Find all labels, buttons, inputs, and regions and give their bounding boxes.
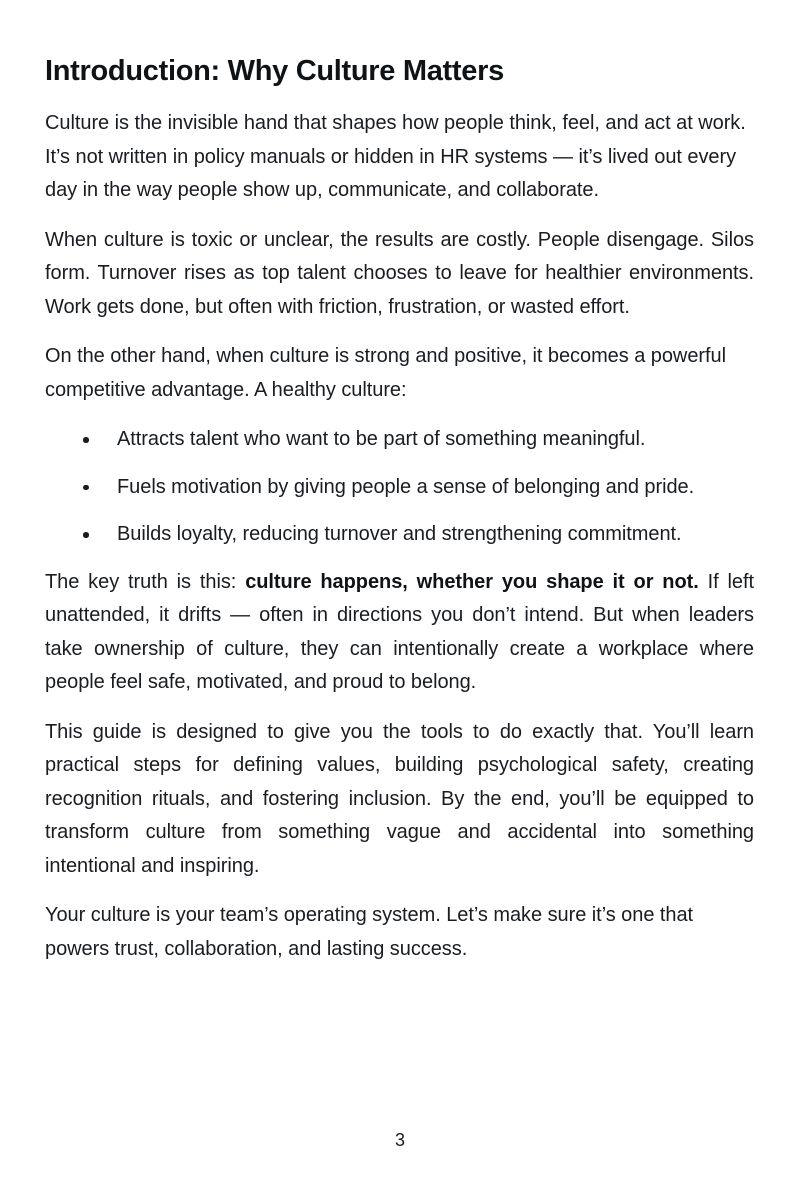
healthy-culture-benefits-list — [45, 423, 754, 552]
paragraph-intro-culture-definition: Culture is the invisible hand that shapes how people think, feel, and act at work. It’s not written in policy manuals or hidden in HR systems — it’s lived out every day in the way people show up, communicate, and collaborate. — [45, 112, 746, 201]
list-item-label: Builds loyalty, reducing turnover and strengthening commitment. — [117, 523, 682, 545]
list-item-label: Fuels motivation by giving people a sense of belonging and pride. — [117, 475, 695, 498]
paragraph-toxic-culture-costs: When culture is toxic or unclear, the results are costly. People disengage. Silos form. Turnover rises as top talent chooses to leave for healthier environments. Work gets done, but often with friction, frustration, or wasted effort. — [45, 228, 754, 318]
page-number: 3 — [394, 1130, 405, 1150]
key-truth-lead-text: The key truth is this: — [45, 570, 246, 593]
key-truth-emphasis: culture happens, whether you shape it or not. — [245, 570, 699, 593]
list-item-label: Attracts talent who want to be part of something meaningful. — [117, 428, 646, 450]
paragraph-healthy-culture-lead-in: On the other hand, when culture is strong and positive, it becomes a powerful competitive advantage. A healthy culture: — [45, 345, 726, 401]
list-item — [45, 471, 754, 505]
document-body — [45, 52, 754, 982]
bullet-dot-icon — [83, 485, 89, 491]
bullet-dot-icon — [83, 532, 89, 538]
paragraph-key-truth — [45, 566, 754, 700]
key-truth-tail-text: If left unattended, it drifts — often in directions you don’t intend. But when leaders take ownership of culture, they can intentionally create a workplace where people feel safe, motivated, and proud to belong. — [45, 570, 754, 693]
bullet-dot-icon — [83, 437, 89, 443]
list-item — [45, 423, 754, 457]
paragraph-guide-overview: This guide is designed to give you the tools to do exactly that. You’ll learn practical steps for defining values, building psychological safety, creating recognition rituals, and fostering inclusion. By the end, you’ll be equipped to transform culture from something vague and accidental into something intentional and inspiring. — [45, 720, 754, 877]
page-title: Introduction: Why Culture Matters — [45, 55, 504, 87]
paragraph-closing-operating-system: Your culture is your team’s operating system. Let’s make sure it’s one that powers trust, collaboration, and lasting success. — [45, 904, 694, 960]
list-item — [45, 518, 754, 552]
